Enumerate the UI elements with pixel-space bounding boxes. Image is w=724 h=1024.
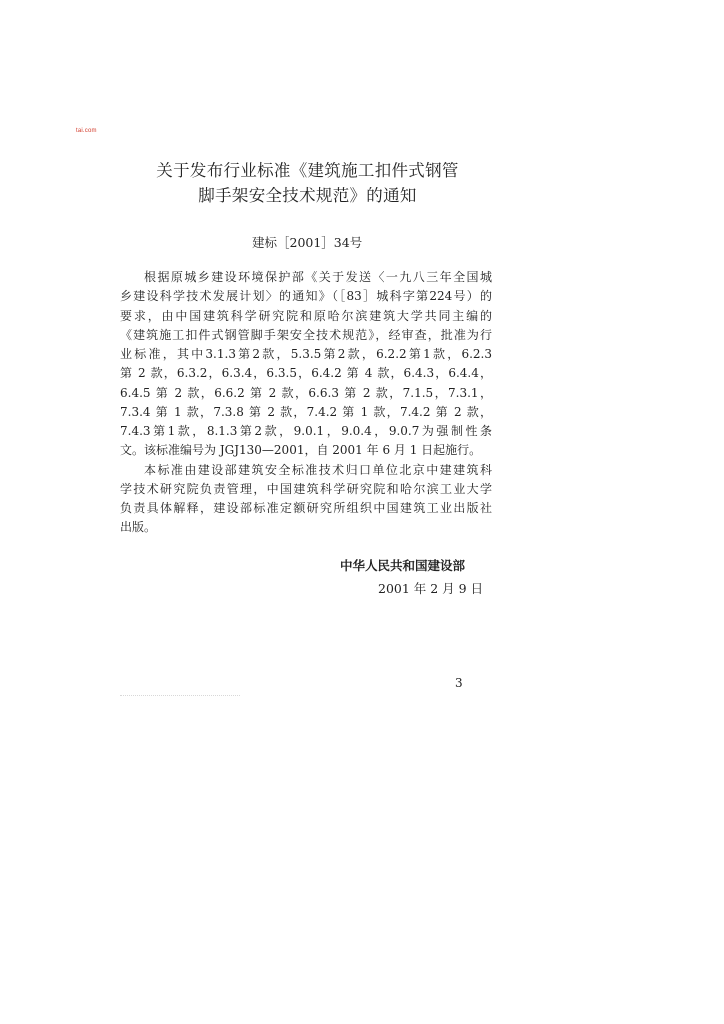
- title-line-2: 脚手架安全技术规范》的通知: [198, 186, 417, 205]
- paragraph-1-line: 业标准，其中3.1.3第2款，5.3.5第2款，6.2.2第1款，6.2.3: [120, 347, 492, 361]
- footer-rule: [120, 695, 240, 696]
- paragraph-1-line: 文。该标准编号为 JGJ130—2001，自 2001 年 6 月 1 日起施行。: [120, 443, 482, 458]
- paragraph-1-line: 乡建设科学技术发展计划〉的通知》（［83］城科字第224号）的: [120, 289, 492, 304]
- document-title: [130, 158, 485, 208]
- paragraph-2-line: 出版。: [120, 520, 157, 535]
- issue-date: 2001 年 2 月 9 日: [378, 581, 484, 596]
- title-line-1: 关于发布行业标准《建筑施工扣件式钢管: [156, 161, 459, 180]
- notice-body: [120, 268, 492, 538]
- paragraph-1-line: 7.3.4 第 1 款，7.3.8 第 2 款，7.4.2 第 1 款，7.4.2 第 2 款，: [120, 404, 492, 419]
- paragraph-1-line: 6.4.5 第 2 款，6.6.2 第 2 款，6.6.3 第 2 款，7.1.5，7.3.1，: [120, 385, 492, 400]
- paragraph-2-line: 负责具体解释，建设部标准定额研究所组织中国建筑工业出版社: [120, 501, 492, 515]
- paragraph-1-line: 7.4.3第1款，8.1.3第2款，9.0.1，9.0.4，9.0.7为强制性条: [120, 424, 492, 438]
- page-number: 3: [455, 676, 463, 690]
- issuing-authority: 中华人民共和国建设部: [340, 558, 466, 573]
- paragraph-1-line: 根据原城乡建设环境保护部《关于发送〈一九八三年全国城: [144, 270, 492, 284]
- paragraph-1-line: 第 2 款，6.3.2，6.3.4，6.3.5，6.4.2 第 4 款，6.4.3，6.4.4，: [120, 366, 492, 381]
- paragraph-1-line: 要求，由中国建筑科学研究院和原哈尔滨建筑大学共同主编的: [120, 308, 492, 323]
- paragraph-1-line: 《建筑施工扣件式钢管脚手架安全技术规范》，经审查，批准为行: [120, 327, 492, 342]
- document-number: 建标［2001］34号: [252, 235, 363, 250]
- paragraph-2-line: 本标准由建设部建筑安全标准技术归口单位北京中建建筑科: [144, 462, 492, 477]
- site-watermark: tai.com: [76, 128, 97, 134]
- paragraph-2-line: 学技术研究院负责管理，中国建筑科学研究院和哈尔滨工业大学: [120, 481, 492, 496]
